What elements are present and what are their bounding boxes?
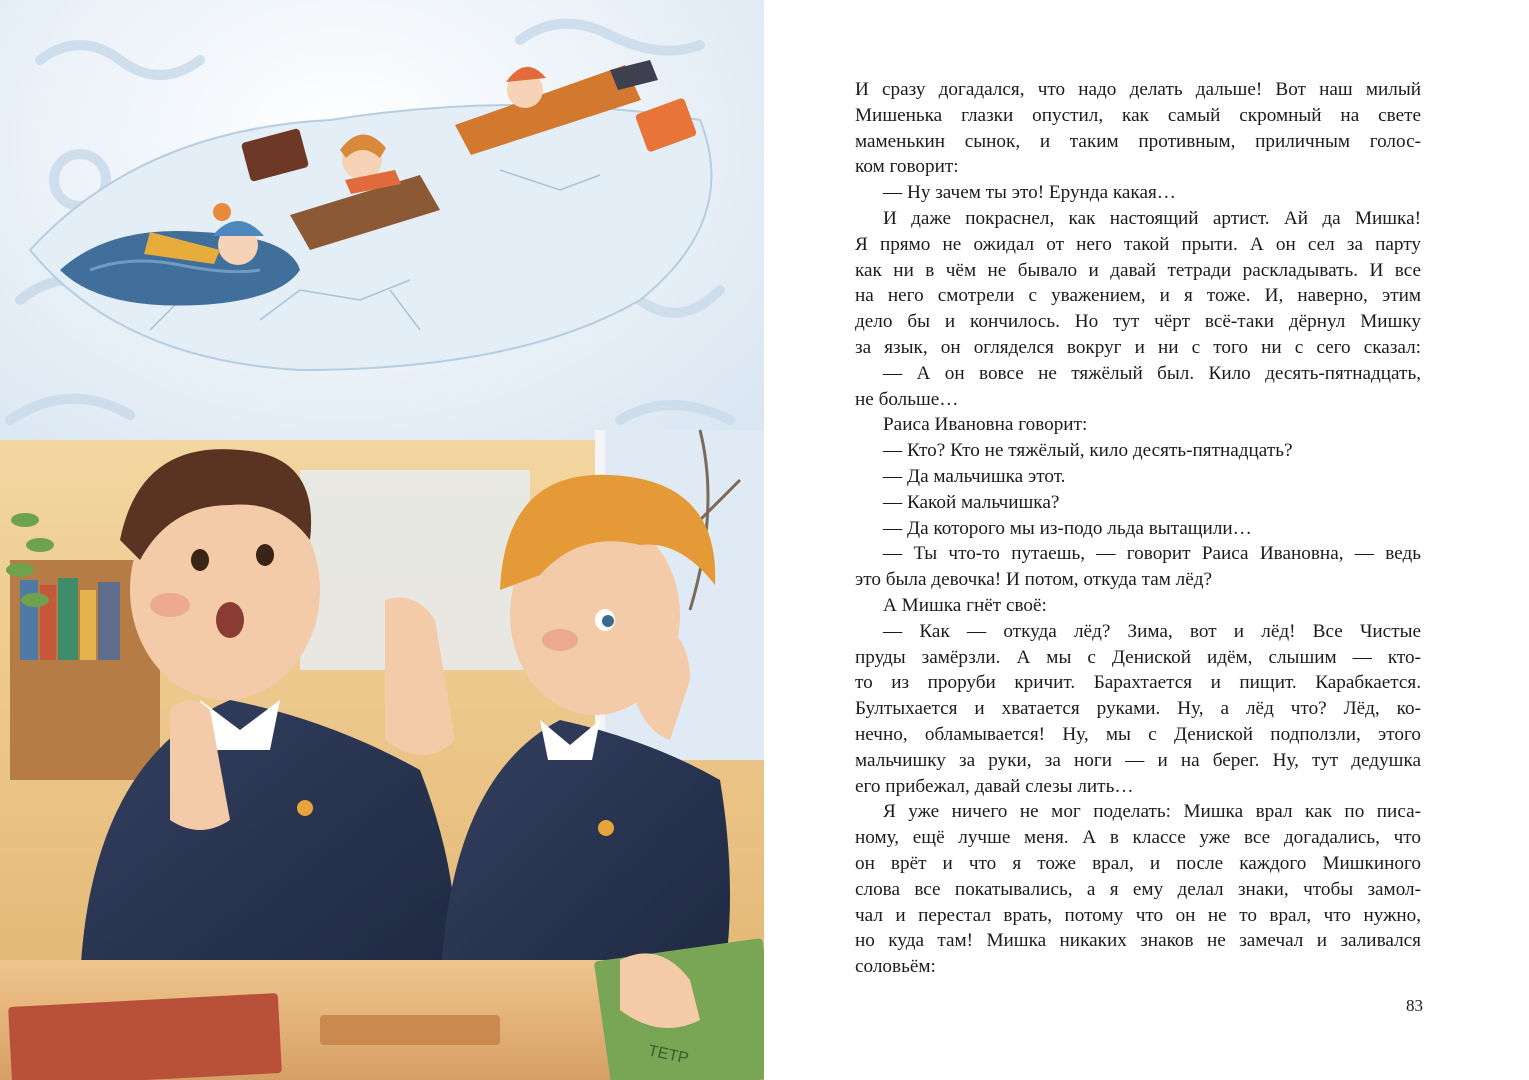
text-line: — Ты что-то путаешь, — говорит Раиса Ивановна, — ведь	[883, 543, 1421, 565]
text-line: за язык, он огляделся вокруг и ни с того ни с сего сказал:	[855, 336, 1421, 358]
text-line: мальчишку за руки, за ноги — и на берег. Ну, тут дедушка	[855, 749, 1421, 771]
text-page	[764, 0, 1529, 1080]
text-line: — Какой мальчишка?	[883, 491, 1060, 513]
illustration	[0, 0, 764, 1080]
text-line: — Как — откуда лёд? Зима, вот и лёд! Все Чистые	[883, 620, 1421, 642]
text-line: это была девочка! И потом, откуда там лёд?	[855, 569, 1213, 591]
text-line: И даже покраснел, как настоящий артист. Ай да Мишка!	[883, 207, 1421, 229]
text-line: нечно, обламывается! Ну, мы с Дениской подползли, этого	[855, 723, 1421, 745]
text-line: чал и перестал врать, потому что он не то врал, что нужно,	[855, 904, 1421, 926]
text-line: пруды замёрзли. А мы с Дениской идём, слышим — кто-	[855, 646, 1421, 668]
text-line: Бултыхается и хватается руками. Ну, а лёд что? Лёд, ко-	[855, 698, 1421, 720]
text-line: — Да которого мы из-подо льда вытащили…	[883, 517, 1252, 539]
star-badge-right	[598, 820, 614, 836]
text-line: — Ну зачем ты это! Ерунда какая…	[883, 182, 1176, 204]
text-line: Я прямо не ожидал от него такой прыти. А он сел за парту	[855, 233, 1421, 255]
books	[20, 578, 120, 660]
red-book	[8, 993, 282, 1080]
text-line: но куда там! Мишка никаких знаков не замечал и заливался	[855, 930, 1421, 952]
text-line: слова все покатывались, а я ему делал знаки, чтобы замол-	[855, 878, 1421, 900]
text-line: ному, ещё лучше меня. А в классе уже все догадались, что	[855, 827, 1421, 849]
illustration-art	[0, 0, 764, 1080]
text-line: Я уже ничего не мог поделать: Мишка врал как по писа-	[883, 801, 1421, 823]
text-line: не больше…	[855, 388, 959, 410]
text-line: как ни в чём не бывало и давай тетради раскладывать. И все	[855, 259, 1421, 281]
text-line: И сразу догадался, что надо делать дальше! Вот наш милый	[855, 79, 1421, 100]
text-line: ком говорит:	[855, 156, 959, 178]
text-line: соловьём:	[855, 956, 936, 978]
text-line: — Кто? Кто не тяжёлый, кило десять-пятнадцать?	[883, 440, 1293, 462]
pencil-case	[320, 1015, 500, 1045]
text-line: его прибежал, давай слезы лить…	[855, 775, 1134, 797]
notebook-label: ТЕТР	[646, 1042, 691, 1068]
text-line: Раиса Ивановна говорит:	[883, 414, 1088, 436]
text-line: он врёт и что я тоже врал, и после каждого Мишкиного	[855, 852, 1421, 874]
text-line: — Да мальчишка этот.	[883, 465, 1066, 487]
page-number: 83	[1406, 996, 1423, 1015]
text-line: — А он вовсе не тяжёлый был. Кило десять-пятнадцать,	[883, 362, 1421, 384]
story-text	[855, 77, 1421, 980]
text-line: Мишенька глазки опустил, как самый скромный на свете	[855, 104, 1421, 126]
text-line: А Мишка гнёт своё:	[883, 594, 1047, 616]
text-line: дело бы и кончилось. Но тут чёрт всё-таки дёрнул Мишку	[855, 311, 1421, 333]
text-line: на него смотрели с уважением, и я тоже. И, наверно, этим	[855, 285, 1421, 307]
star-badge-left	[297, 800, 313, 816]
text-line: маменькин сынок, и таким противным, приличным голос-	[855, 130, 1421, 152]
text-line: то из проруби кричит. Барахтается и пищит. Карабкается.	[855, 672, 1421, 694]
